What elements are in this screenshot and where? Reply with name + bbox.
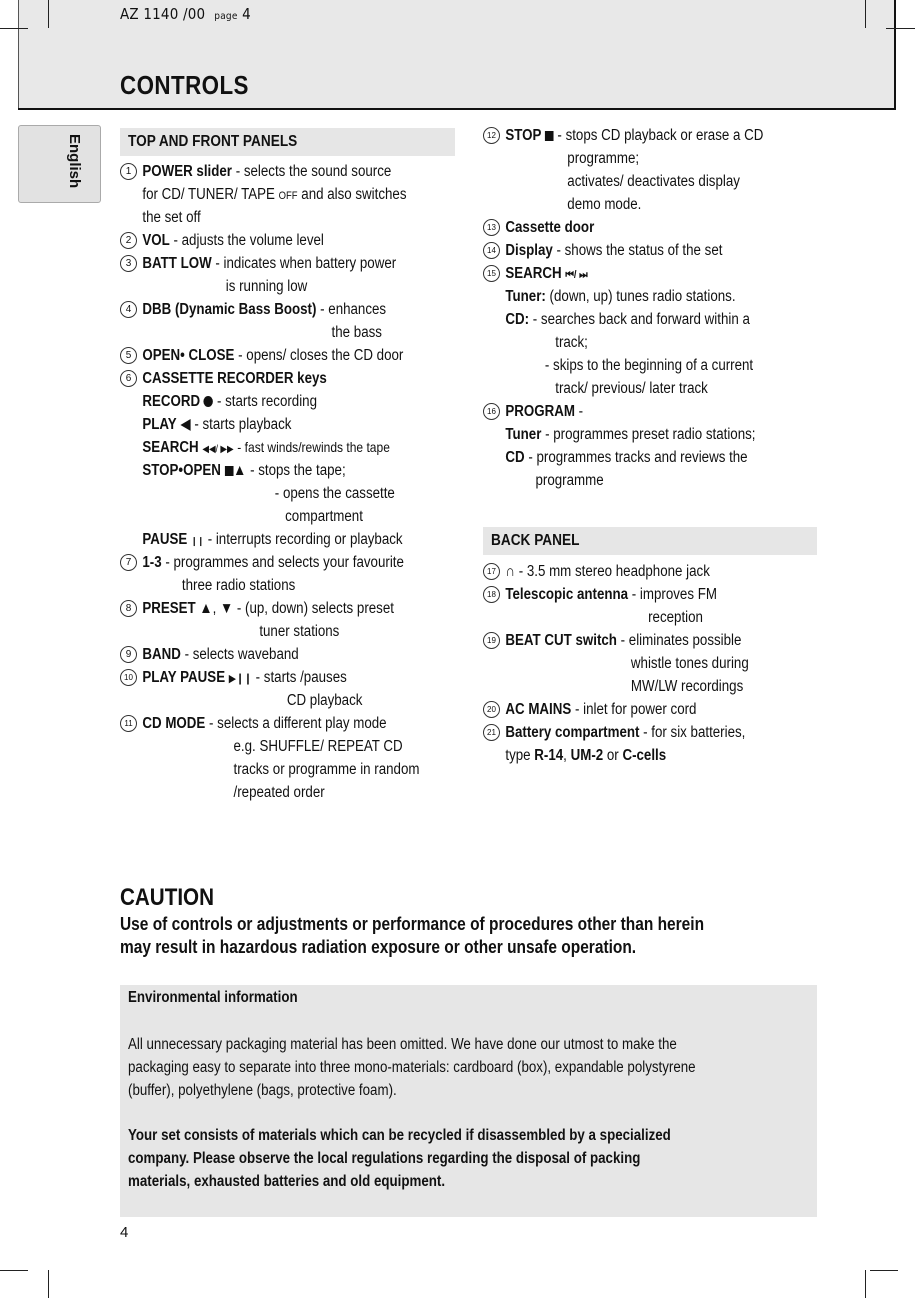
skip-icon: ⏮/ ⏭ bbox=[565, 269, 588, 281]
record-icon bbox=[204, 396, 213, 407]
play-pause-icon: ▶❙❙ bbox=[228, 673, 252, 685]
crop-mark bbox=[48, 1270, 49, 1298]
eject-icon: ▲ bbox=[233, 462, 247, 479]
language-tab: English bbox=[18, 125, 101, 203]
list-item: 10 PLAY PAUSE ▶❙❙ - starts /pauses bbox=[120, 666, 460, 689]
list-item: 8 PRESET ▲, ▼ - (up, down) selects preset bbox=[120, 597, 460, 620]
list-item: 5 OPEN• CLOSE - opens/ closes the CD door bbox=[120, 344, 460, 367]
environmental-info-box: Environmental information All unnecessary packaging material has been omitted. We have done our utmost to make the packaging easy to separate into three mono-materials: cardboard (box), expandable polystyrene (buffer), polyethylene (bags, protective foam). Your set consists of materials which can be recycled if disassembled by a specialized company. Please observe the local regulations regarding the disposal of packing materials, exhausted batteries and old equipment. bbox=[120, 985, 817, 1217]
crop-mark bbox=[0, 1270, 28, 1271]
list-item: 3 BATT LOW - indicates when battery power bbox=[120, 252, 460, 275]
environmental-heading: Environmental information bbox=[128, 989, 298, 1006]
list-item: 14 Display - shows the status of the set bbox=[483, 239, 823, 262]
header-border-bottom bbox=[18, 108, 896, 110]
rewind-forward-icon: ◀◀/ ▶▶ bbox=[202, 444, 234, 455]
section-heading-top-front: TOP AND FRONT PANELS bbox=[120, 128, 455, 156]
up-down-icon: ▲, ▼ bbox=[199, 600, 234, 617]
list-item: 18 Telescopic antenna - improves FM bbox=[483, 583, 823, 606]
list-item: 1 POWER slider - selects the sound source bbox=[120, 160, 460, 183]
crop-mark bbox=[886, 28, 915, 29]
crop-mark bbox=[48, 0, 49, 28]
pause-icon: ❙❙ bbox=[191, 536, 204, 546]
list-item: 12 STOP - stops CD playback or erase a CD bbox=[483, 124, 823, 147]
back-panel-list: 17 ∩ - 3.5 mm stereo headphone jack 18 Telescopic antenna - improves FM reception 19 BEAT CUT switch - eliminates possible whistle tones during MW/LW recordings 20 AC MAINS - inlet for power cord 21 Battery compartment - for six batteries, type R-14, UM-2 or C-cells bbox=[483, 560, 823, 767]
list-item: 11 CD MODE - selects a different play mode bbox=[120, 712, 460, 735]
play-icon: ◀ bbox=[180, 416, 191, 433]
crop-mark bbox=[870, 1270, 898, 1271]
crop-mark bbox=[865, 0, 866, 28]
right-column-list: 12 STOP - stops CD playback or erase a CD programme; activates/ deactivates display demo mode. 13 Cassette door 14 Display - shows the status of the set 15 SEARCH ⏮/ ⏭ Tuner: (down, up) tunes radio stations. CD: - searches back and forward within a track; - skips to the beginning of a current track/ previous/ later track 16 PROGRAM - Tuner - programmes preset radio stations; CD - programmes tracks and reviews the programme bbox=[483, 124, 823, 492]
list-item: 16 PROGRAM - bbox=[483, 400, 823, 423]
document-reference: AZ 1140 /00 page 4 bbox=[120, 5, 251, 23]
list-item: 4 DBB (Dynamic Bass Boost) - enhances bbox=[120, 298, 460, 321]
crop-mark bbox=[865, 1270, 866, 1298]
list-item: 17 ∩ - 3.5 mm stereo headphone jack bbox=[483, 560, 823, 583]
page-number: 4 bbox=[120, 1224, 129, 1241]
caution-title: CAUTION bbox=[120, 884, 215, 911]
caution-text: Use of controls or adjustments or performance of procedures other than herein may result in hazardous radiation exposure or other unsafe operation. bbox=[120, 914, 705, 957]
list-item: 7 1-3 - programmes and selects your favourite bbox=[120, 551, 460, 574]
list-item: 2 VOL - adjusts the volume level bbox=[120, 229, 460, 252]
list-item: 6 CASSETTE RECORDER keys bbox=[120, 367, 460, 390]
top-front-list: 1 POWER slider - selects the sound source for CD/ TUNER/ TAPE OFF and also switches the set off 2 VOL - adjusts the volume level 3 BATT LOW - indicates when battery power is running low 4 DBB (Dynamic Bass Boost) - enhances the bass 5 OPEN• CLOSE - opens/ closes the CD door 6 CASSETTE RECORDER keys RECORD - starts recording PLAY ◀ - starts playback SEARCH ◀◀/ ▶▶ - fast winds/rewinds the tape STOP•OPEN ▲ - stops the tape; - opens the cassette compartment PAUSE ❙❙ - interrupts recording or playback 7 1-3 - programmes and selects your favourite three radio stations 8 PRESET ▲, ▼ - (up, down) selects preset tuner stations 9 BAND - selects waveband 10 PLAY PAUSE ▶❙❙ - starts /pauses CD playback 11 CD MODE - selects a different play mode e.g. SHUFFLE/ REPEAT CD tracks or programme in random /repeated order bbox=[120, 160, 460, 804]
header-border-right bbox=[894, 0, 896, 110]
stop-icon bbox=[545, 131, 554, 141]
list-item: 9 BAND - selects waveband bbox=[120, 643, 460, 666]
list-item: 15 SEARCH ⏮/ ⏭ bbox=[483, 262, 823, 285]
list-item: 19 BEAT CUT switch - eliminates possible bbox=[483, 629, 823, 652]
section-heading-back-panel: BACK PANEL bbox=[483, 527, 817, 555]
list-item: 20 AC MAINS - inlet for power cord bbox=[483, 698, 823, 721]
header-border-left bbox=[18, 0, 19, 110]
page-title: CONTROLS bbox=[120, 70, 249, 100]
headphone-icon: ∩ bbox=[505, 563, 515, 580]
crop-mark bbox=[0, 28, 28, 29]
list-item: 21 Battery compartment - for six batteries, bbox=[483, 721, 823, 744]
stop-icon bbox=[225, 466, 234, 476]
list-item: 13 Cassette door bbox=[483, 216, 823, 239]
